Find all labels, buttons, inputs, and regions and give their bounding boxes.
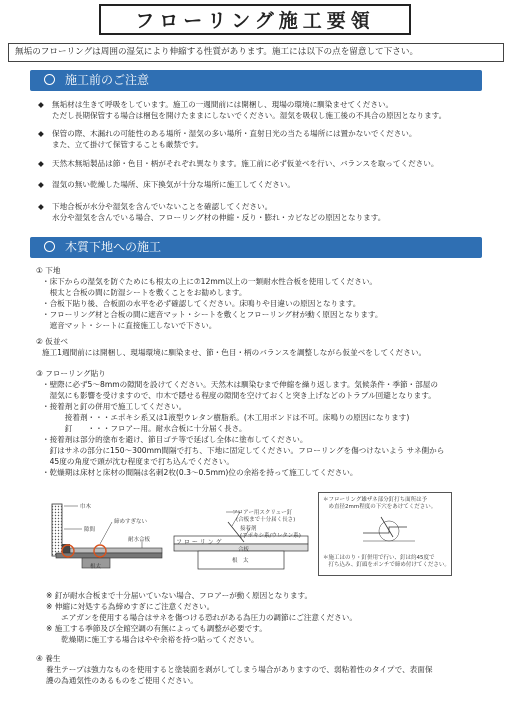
pre-item-1: ◆ 無垢材は生きて呼吸をしています。施工の一週間前には開梱し、現場の環境に馴染ませてください。 ただし長期保管する場合は梱包を開けたままにしないでください。湿気を吸収し施工後の不具合の原因となります。	[38, 100, 447, 120]
subsection-flooring: ③ フローリング貼り ・壁際に必ず5～8mmの隙間を設けてください。天然木は馴染むまで伸縮を繰り返します。気候条件・季節・部屋の 湿気にも影響を受けますので、巾木で隠せる程度の隙間を空けておくと突き上げなどのトラブル回避となります。 ・接着剤と釘の併用で施工してください。 接着剤・・・エポキシ系又は1液型ウレタン樹脂系。(木工用ボンドは不可。床鳴りの原因になります) 釘 ・・・フロアー用。耐水合板に十分届く長さ。 ・接着剤は部分的塗布を避け、節目ゴテ等で延ばし全体に塗布してください。 釘はサネの部分に150～300mm間隔で打ち、下地に固定してください。フローリングを傷つけないよう サネ側から 45度の角度で頭が沈む程度まで打ち込んでください。 ・乾燥期は床材と床材の間隔は名刺2枚(0.3～0.5mm)位の余裕を持って施工してください。	[36, 369, 445, 477]
tongue-detail-diagram	[359, 511, 419, 549]
note-item: 乾燥期に施工する場合はやや余裕を持つ貼ってください。	[46, 635, 259, 644]
subsection-base: ① 下地 ・床下からの湿気を防ぐためにも根太の上に⑦12mm以上の一類耐水性合板を使用してください。 根太と合板の間に防湿シートを敷くことをお勧めします。 ・合板下貼り後、合板面の水平を必ず確認してください。床鳴りや目違いの原因となります。 ・フローリング材と合板の間に遮音マット・シートを敷くとフローリング材が動く原因となります。 遮音マット・シートに直接施工しないで下さい。	[36, 266, 383, 330]
label-adhesive: 接着剤	[240, 526, 257, 532]
note-item: ※ 伸縮に対処する為締めすぎにご注意ください。	[46, 602, 215, 611]
section-title-pre: 施工前のご注意	[65, 73, 150, 87]
flooring-layer	[70, 548, 162, 553]
subsection-base-head: ① 下地	[36, 266, 61, 275]
intro-text: 無垢のフローリングは周囲の湿気により伸縮する性質があります。施工には以下の点を留意して下さい。	[8, 43, 504, 62]
label-gap: 隙間	[84, 527, 96, 533]
diamond-bullet-icon: ◆	[38, 159, 44, 168]
wall-hatch	[52, 504, 62, 556]
note-item: エアガンを使用する場合はサネを傷つける恐れがある為圧力の調節にご注意ください。	[46, 613, 357, 622]
document-title-box	[99, 4, 411, 35]
subsection-layout-head: ② 仮並べ	[36, 337, 69, 346]
label-adhesive-type: (エポキシ系/ウレタン系)	[240, 533, 301, 539]
label-screw-nail-note: (合板まで十分届く長さ)	[236, 517, 296, 523]
subsection-flooring-head: ③ フローリング貼り	[36, 369, 106, 378]
nailing-note-box: ＊フローリング雄ザネ部分釘打ち面所は予 め直径2mm程度の下穴をあけてください。 ＊施工はのり・釘併用で行い、釘は約45度で 打ち込み、釘頭をポンチで締め付けてください。	[318, 492, 452, 576]
label-screw-nail: フロアー用スクリュー釘	[232, 510, 293, 516]
section-header-pre	[30, 70, 482, 91]
label-joist: 根太	[90, 564, 102, 570]
label-joist-right: 根 太	[232, 558, 249, 564]
pre-item-5: ◆ 下地合板が水分や湿気を含んでいないことを確認してください。 水分や湿気を含んでいる場合、フローリング材の伸縮・反り・膨れ・カビなどの原因となります。	[38, 202, 386, 222]
pre-item-2: ◆ 保管の際、木漏れの可能性のある場所・湿気の多い場所・直射日光の当たる場所には置かないでください。 また、立て掛けて保管することも厳禁です。	[38, 129, 417, 149]
diamond-bullet-icon: ◆	[38, 180, 44, 189]
section-header-wood	[30, 237, 482, 258]
section-title-wood: 木質下地への施工	[65, 240, 162, 254]
note-item: ※ 釘が耐水合板まで十分届いていない場合、フロアーが動く原因となります。	[46, 591, 313, 600]
circle-icon	[44, 74, 55, 85]
diamond-bullet-icon: ◆	[38, 100, 44, 109]
subsection-care-head: ④ 養生	[36, 654, 61, 663]
notes-block	[46, 590, 357, 645]
document-title: フローリング施工要領	[135, 10, 375, 32]
label-not-too-tight: 締めすぎない	[114, 519, 148, 525]
label-plywood-right: 合板	[238, 547, 250, 553]
circle-icon	[44, 241, 55, 252]
label-baseboard: 巾木	[80, 504, 92, 510]
subsection-layout: ② 仮並べ 施工1週間前には開梱し、現場環境に馴染ませ、節・色目・柄のバランスを調整しながら仮並べをしてください。	[36, 337, 427, 357]
pre-item-4: ◆ 湿気の無い乾燥した場所、床下換気が十分な場所に施工してください。	[38, 180, 295, 189]
subsection-care: ④ 養生 養生テープは強力なものを使用すると塗装面を剥がしてしまう場合がありますので、弱粘着性のタイプで、表面保 護の為通気性のあるものをご使用ください。	[36, 654, 433, 685]
diamond-bullet-icon: ◆	[38, 202, 44, 211]
diamond-bullet-icon: ◆	[38, 129, 44, 138]
label-flooring: フ ロ ー リ ン グ	[176, 539, 222, 546]
label-plywood: 耐水合板	[128, 537, 151, 543]
pre-item-3: ◆ 天然木無垢製品は節・色目・柄がそれぞれ異なります。施工前に必ず仮並べを行い、バランスを取ってください。	[38, 159, 439, 168]
note-item: ※ 施工する季節及び全館空調の有無によっても調整が必要です。	[46, 624, 267, 633]
